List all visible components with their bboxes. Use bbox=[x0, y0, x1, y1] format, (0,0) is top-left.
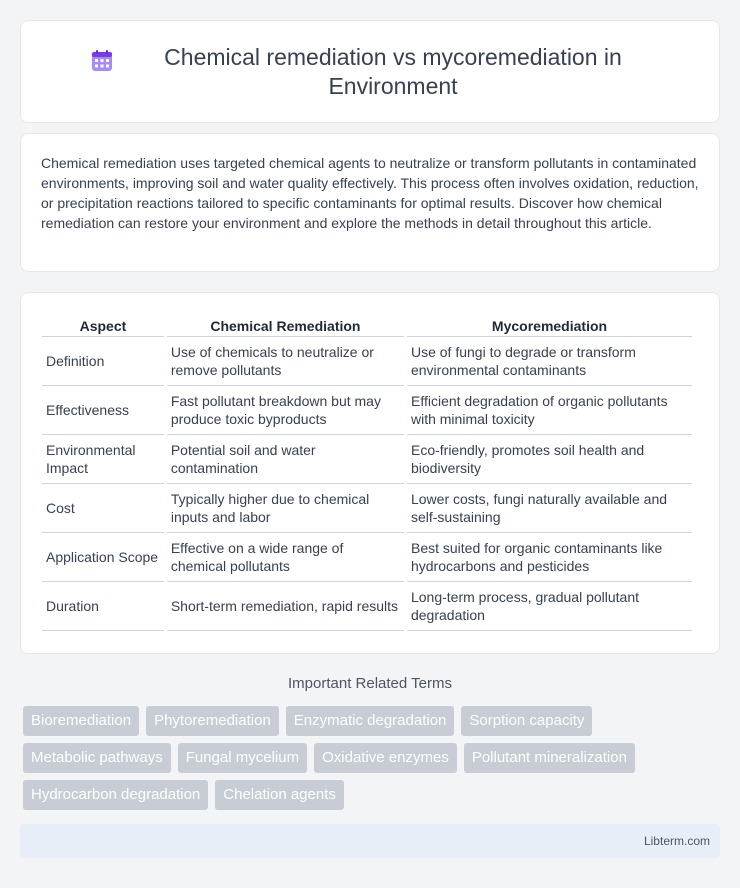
row-aspect: Environmental Impact bbox=[42, 435, 164, 484]
tag-oxidative-enzymes[interactable]: Oxidative enzymes bbox=[314, 743, 457, 773]
table-row bbox=[42, 386, 692, 435]
comparison-table bbox=[39, 313, 695, 631]
header-mycoremediation: Mycoremediation bbox=[407, 313, 692, 337]
header-chemical-remediation: Chemical Remediation bbox=[167, 313, 404, 337]
related-terms-title: Important Related Terms bbox=[288, 675, 452, 692]
tag-enzymatic-degradation[interactable]: Enzymatic degradation bbox=[286, 706, 455, 736]
tag-bioremediation[interactable]: Bioremediation bbox=[23, 706, 139, 736]
row-myco: Best suited for organic contaminants like hydrocarbons and pesticides bbox=[407, 533, 692, 582]
intro-card bbox=[20, 133, 720, 272]
intro-paragraph: Chemical remediation uses targeted chemical agents to neutralize or transform pollutants in contaminated environments, improving soil and water quality effectively. This process often involves oxidation, reduction, or precipitation reactions tailored to specific contaminants for optimal results. Discover how chemical remediation can restore your environment and explore the methods in detail throughout this article. bbox=[41, 155, 699, 231]
row-chemical: Use of chemicals to neutralize or remove pollutants bbox=[167, 337, 404, 386]
table-row bbox=[42, 484, 692, 533]
tag-fungal-mycelium[interactable]: Fungal mycelium bbox=[178, 743, 307, 773]
table-row bbox=[42, 582, 692, 631]
footer-site-link[interactable]: Libterm.com bbox=[643, 834, 710, 848]
tag-metabolic-pathways[interactable]: Metabolic pathways bbox=[23, 743, 171, 773]
footer bbox=[20, 824, 720, 858]
table-header-row bbox=[42, 313, 692, 337]
tag-sorption-capacity[interactable]: Sorption capacity bbox=[461, 706, 592, 736]
page-title: Chemical remediation vs mycoremediation in Environment bbox=[164, 43, 622, 99]
row-chemical: Typically higher due to chemical inputs and labor bbox=[167, 484, 404, 533]
row-chemical: Effective on a wide range of chemical pollutants bbox=[167, 533, 404, 582]
header-card bbox=[20, 20, 720, 123]
table-row bbox=[42, 533, 692, 582]
tag-chelation-agents[interactable]: Chelation agents bbox=[215, 780, 344, 810]
row-aspect: Cost bbox=[42, 484, 164, 533]
row-myco: Use of fungi to degrade or transform environmental contaminants bbox=[407, 337, 692, 386]
row-aspect: Effectiveness bbox=[42, 386, 164, 435]
row-myco: Eco-friendly, promotes soil health and biodiversity bbox=[407, 435, 692, 484]
tag-phytoremediation[interactable]: Phytoremediation bbox=[146, 706, 279, 736]
row-aspect: Application Scope bbox=[42, 533, 164, 582]
row-chemical: Fast pollutant breakdown but may produce toxic byproducts bbox=[167, 386, 404, 435]
row-aspect: Duration bbox=[42, 582, 164, 631]
row-myco: Efficient degradation of organic pollutants with minimal toxicity bbox=[407, 386, 692, 435]
comparison-card bbox=[20, 292, 720, 654]
row-myco: Long-term process, gradual pollutant degradation bbox=[407, 582, 692, 631]
table-row bbox=[42, 337, 692, 386]
table-row bbox=[42, 435, 692, 484]
row-myco: Lower costs, fungi naturally available and self-sustaining bbox=[407, 484, 692, 533]
header-aspect: Aspect bbox=[42, 313, 164, 337]
row-aspect: Definition bbox=[42, 337, 164, 386]
tag-pollutant-mineralization[interactable]: Pollutant mineralization bbox=[464, 743, 635, 773]
row-chemical: Potential soil and water contamination bbox=[167, 435, 404, 484]
tag-hydrocarbon-degradation[interactable]: Hydrocarbon degradation bbox=[23, 780, 208, 810]
row-chemical: Short-term remediation, rapid results bbox=[167, 582, 404, 631]
related-terms-list bbox=[23, 706, 723, 810]
calendar-grid-icon bbox=[90, 49, 114, 73]
header bbox=[90, 43, 650, 101]
